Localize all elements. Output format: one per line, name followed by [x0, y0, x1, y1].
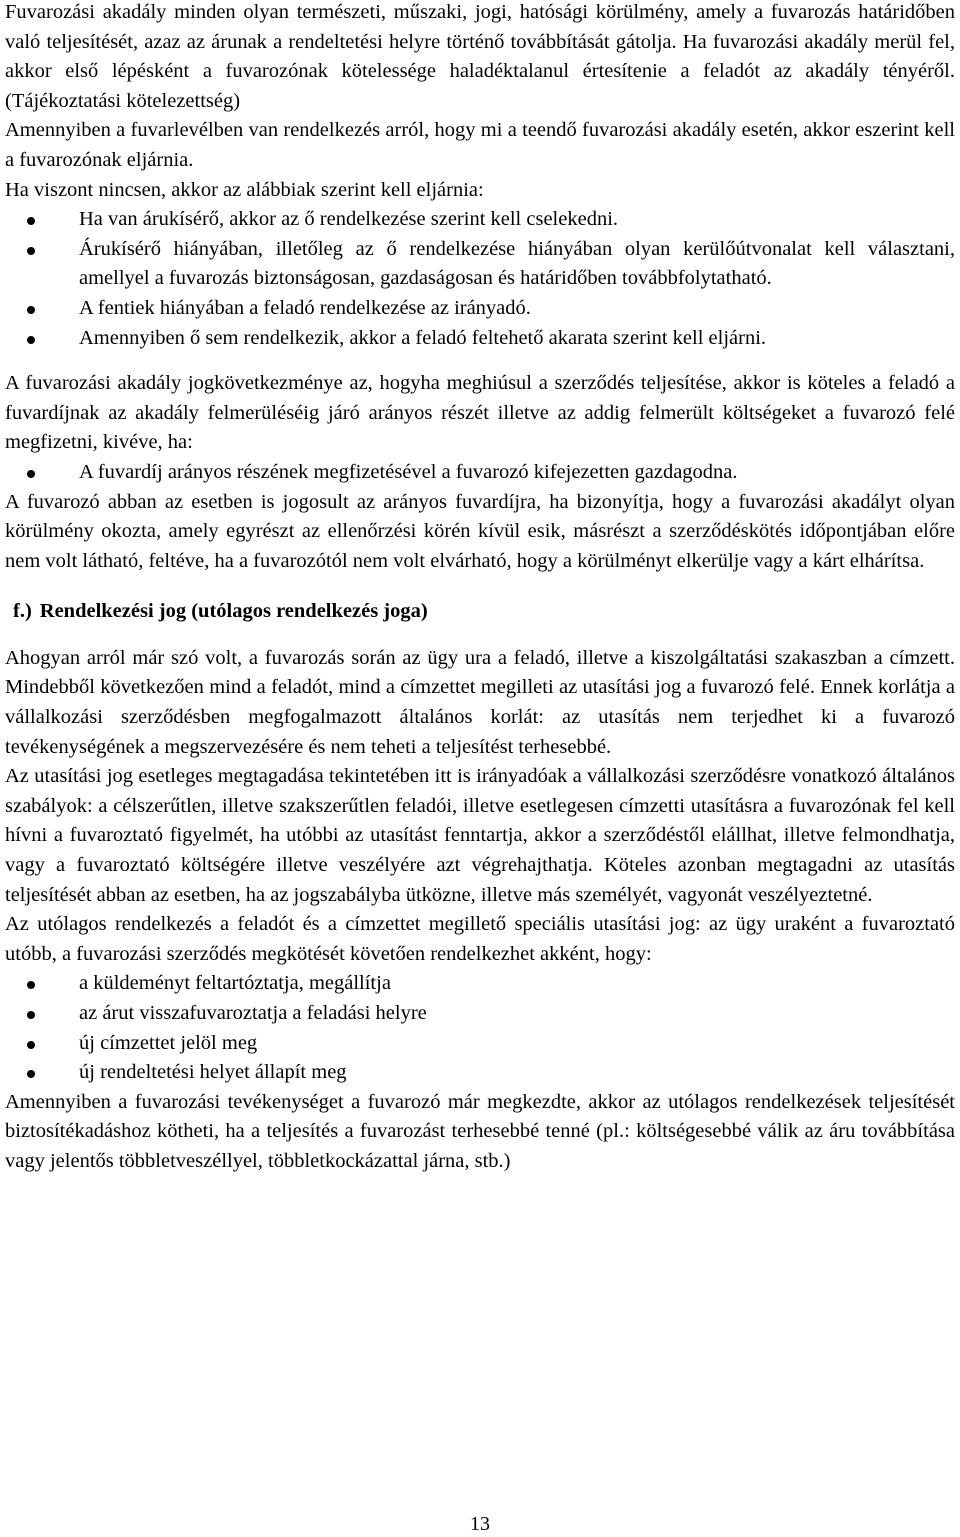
list-item-text: A fuvardíj arányos részének megfizetésével a fuvarozó kifejezetten gazdagodna.: [79, 460, 738, 483]
bullet-icon: [27, 1070, 35, 1078]
list-item-text: Ha van árukísérő, akkor az ő rendelkezése szerint kell cselekedni.: [79, 208, 619, 231]
paragraph-security-deposit: Amennyiben a fuvarozási tevékenységet a fuvarozó már megkezdte, akkor az utólagos rendelkezések teljesítését biztosítékadáshoz kötheti, ha a teljesítés a fuvarozást terhesebbé tenné (pl.: költségesebbé válik az áru továbbítása vagy jelentős többletveszéllyel, többletkockázattal járna, stb.): [5, 1090, 955, 1172]
list-item-text: Amennyiben ő sem rendelkezik, akkor a feladó feltehető akarata szerint kell eljárni.: [79, 326, 767, 349]
bullet-icon: [27, 336, 35, 344]
section-title: Rendelkezési jog (utólagos rendelkezés joga): [39, 600, 428, 623]
list-item-text: új rendeltetési helyet állapít meg: [79, 1061, 347, 1084]
paragraph-otherwise-procedure: Ha viszont nincsen, akkor az alábbiak szerint kell eljárnia:: [5, 178, 484, 201]
list-item: [5, 1029, 955, 1059]
paragraph-right-of-disposal: Ahogyan arról már szó volt, a fuvarozás során az ügy ura a feladó, illetve a kiszolgáltatási szakaszban a címzett. Mindebből következően mind a feladót, mind a címzettet megilleti az utasítási jog a fuvarozó felé. Ennek korlátja a vállalkozási szerződésben megfogalmazott általános korlát: az utasítás nem terjedhet ki a fuvarozó tevékenységének a megszervezésére és nem teheti a teljesítést terhesebbé.: [5, 646, 955, 758]
document-page: [5, 0, 955, 1177]
paragraph-legal-consequence: A fuvarozási akadály jogkövetkezménye az, hogyha meghiúsul a szerződés teljesítése, akkor is köteles a feladó a fuvardíjnak az akadály felmerüléséig járó arányos részét illetve az addig felmerült költségeket a fuvarozó felé megfizetni, kivéve, ha:: [5, 372, 955, 454]
section-heading: [5, 597, 955, 627]
list-item: [5, 324, 955, 354]
page-number: 13: [470, 1513, 490, 1535]
list-item: [5, 205, 955, 235]
spacer: [5, 627, 955, 644]
bullet-icon: [27, 1011, 35, 1019]
list-item-text: a küldeményt feltartóztatja, megállítja: [79, 972, 391, 995]
list-item: [5, 969, 955, 999]
paragraph-waybill-instruction: Amennyiben a fuvarlevélben van rendelkezés arról, hogy mi a teendő fuvarozási akadály esetén, akkor eszerint kell a fuvarozónak eljárnia.: [5, 119, 955, 171]
paragraph-transport-obstacle-definition: Fuvarozási akadály minden olyan természeti, műszaki, jogi, hatósági körülmény, amely a fuvarozás határidőben való teljesítését, azaz az árunak a rendeltetési helyre történő továbbítását gátolja. Ha fuvarozási akadály merül fel, akkor első lépésként a fuvarozónak kötelessége haladéktalanul értesítenie a feladót az akadály tényéről. (Tájékoztatási kötelezettség): [5, 1, 955, 112]
list-item: [5, 1058, 955, 1088]
spacer: [5, 353, 955, 369]
list-item-text: A fentiek hiányában a feladó rendelkezése az irányadó.: [79, 296, 531, 319]
bullet-icon: [27, 1041, 35, 1049]
list-item-text: az árut visszafuvaroztatja a feladási helyre: [79, 1002, 427, 1024]
spacer: [5, 576, 955, 597]
list-item-text: Árukísérő hiányában, illetőleg az ő rendelkezése hiányában olyan kerülőútvonalat kell választani, amellyel a fuvarozás biztonságosan, gazdaságosan és határidőben továbbfolytatható.: [79, 237, 955, 290]
bullet-icon: [27, 217, 35, 225]
list-item: [5, 999, 955, 1029]
paragraph-refusal-of-instruction: Az utasítási jog esetleges megtagadása tekintetében itt is irányadóak a vállalkozási szerződésre vonatkozó általános szabályok: a célszerűtlen, illetve szakszerűtlen feladói, illetve esetlegesen címzetti utasításra a fuvarozónak fel kell hívni a fuvaroztató figyelmét, ha utóbbi az utasítást fenntartja, akkor a szerződéstől elállhat, illetve felmondhatja, vagy a fuvaroztató költségére illetve veszélyére azt végrehajthatja. Köteles azonban megtagadni az utasítás teljesítését abban az esetben, ha az jogszabályba ütközne, illetve más személyét, vagyonát veszélyeztetné.: [5, 765, 955, 906]
list-item: [5, 235, 955, 294]
list-item-text: új címzettet jelöl meg: [79, 1031, 258, 1054]
section-number: f.): [13, 600, 32, 623]
bullet-icon: [27, 306, 35, 314]
procedure-list: [5, 205, 955, 353]
bullet-icon: [27, 981, 35, 989]
paragraph-subsequent-disposal: Az utólagos rendelkezés a feladót és a címzettet megillető speciális utasítási jog: az ügy uraként a fuvaroztató utóbb, a fuvarozási szerződés megkötését követően rendelkezhet akként, hogy:: [5, 913, 955, 965]
list-item: [5, 294, 955, 324]
bullet-icon: [27, 247, 35, 255]
paragraph-carrier-entitlement: A fuvarozó abban az esetben is jogosult az arányos fuvardíjra, ha bizonyítja, hogy a fuvarozási akadályt olyan körülmény okozta, amely egyrészt az ellenőrzési körén kívül esik, másrészt a szerződéskötés időpontjában előre nem volt látható, feltéve, ha a fuvarozótól nem volt elvárható, hogy a körülményt elkerülje vagy a kárt elhárítsa.: [5, 490, 955, 572]
bullet-icon: [27, 470, 35, 478]
disposal-options-list: [5, 969, 955, 1087]
exception-list: [5, 458, 955, 488]
list-item: [5, 458, 955, 488]
